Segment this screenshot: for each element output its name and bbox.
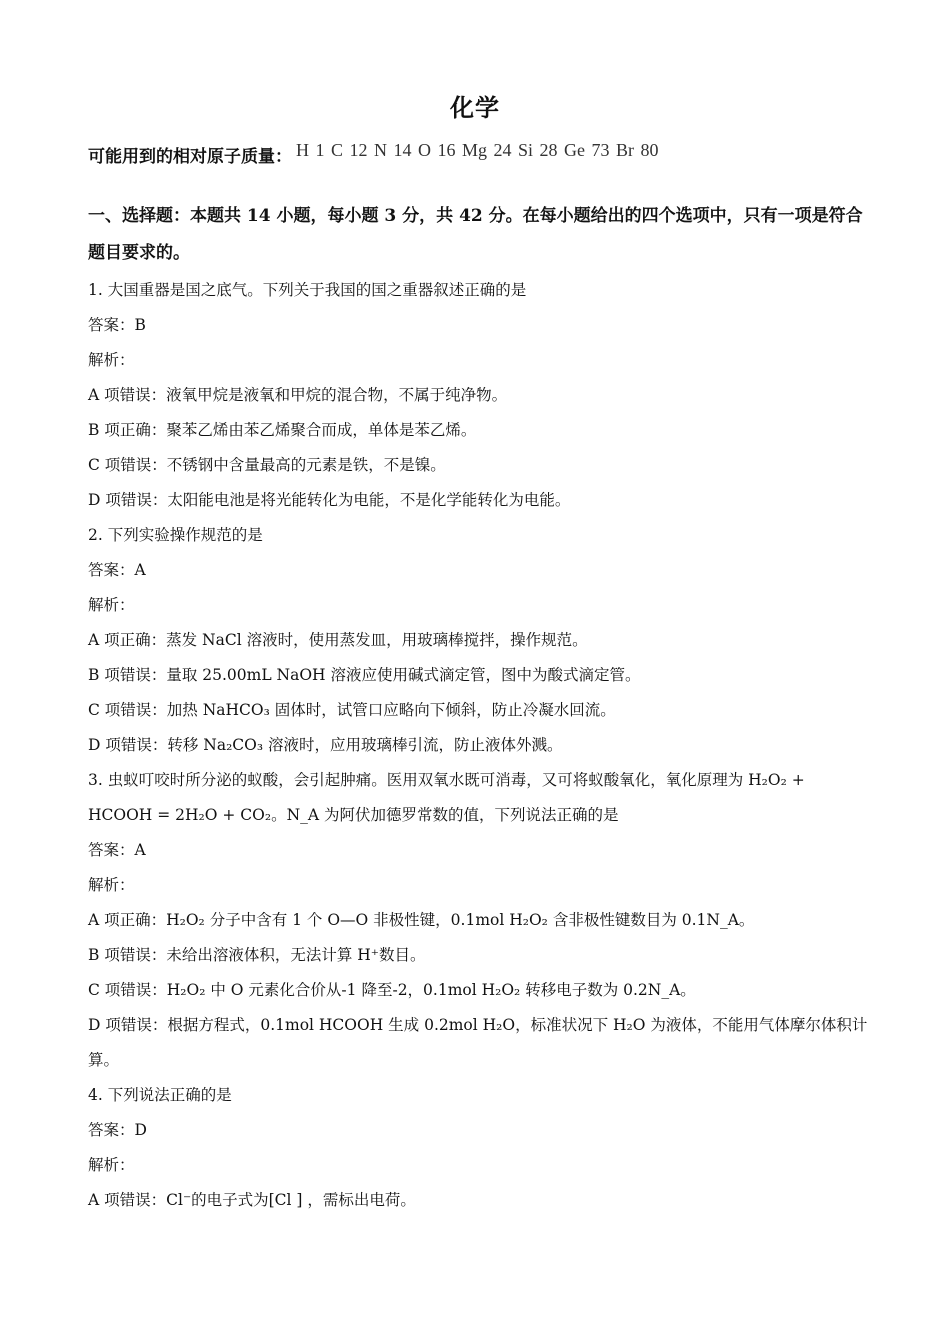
atomic-mass-values: H 1 C 12 N 14 O 16 Mg 24 Si 28 Ge 73 Br 80 bbox=[296, 140, 659, 160]
atomic-mass-line bbox=[88, 142, 659, 167]
analysis-label: 解析： bbox=[88, 596, 135, 614]
answer-3: 答案：A bbox=[88, 841, 146, 859]
analysis-line: A 项错误：Cl⁻的电子式为[Cl ] ，需标出电荷。 bbox=[88, 1191, 416, 1209]
answer-1: 答案：B bbox=[88, 316, 146, 334]
analysis-line: B 项错误：未给出溶液体积，无法计算 H⁺数目。 bbox=[88, 946, 426, 964]
question-3: 3. 虫蚁叮咬时所分泌的蚁酸，会引起肿痛。医用双氧水既可消毒，又可将蚁酸氧化，氧化原理为 H₂O₂ + HCOOH = 2H₂O + CO₂。N_A 为阿伏加德罗常数的值，下列说法正确的是 bbox=[88, 771, 805, 824]
question-2: 2. 下列实验操作规范的是 bbox=[88, 526, 263, 544]
question-1: 1. 大国重器是国之底气。下列关于我国的国之重器叙述正确的是 bbox=[88, 281, 527, 299]
analysis-line: A 项错误：液氧甲烷是液氧和甲烷的混合物，不属于纯净物。 bbox=[88, 386, 508, 404]
analysis-line: A 项正确：H₂O₂ 分子中含有 1 个 O—O 非极性键，0.1mol H₂O₂ 含非极性键数目为 0.1N_A。 bbox=[88, 911, 755, 929]
question-4: 4. 下列说法正确的是 bbox=[88, 1086, 232, 1104]
analysis-label: 解析： bbox=[88, 351, 135, 369]
analysis-line: D 项错误：太阳能电池是将光能转化为电能，不是化学能转化为电能。 bbox=[88, 491, 571, 509]
document-body bbox=[88, 273, 868, 1218]
answer-4: 答案：D bbox=[88, 1121, 147, 1139]
analysis-line: C 项错误：加热 NaHCO₃ 固体时，试管口应略向下倾斜，防止冷凝水回流。 bbox=[88, 701, 616, 719]
analysis-line: C 项错误：不锈钢中含量最高的元素是铁，不是镍。 bbox=[88, 456, 446, 474]
analysis-label: 解析： bbox=[88, 1156, 135, 1174]
analysis-line: A 项正确：蒸发 NaCl 溶液时，使用蒸发皿，用玻璃棒搅拌，操作规范。 bbox=[88, 631, 588, 649]
page-title: 化学 bbox=[450, 93, 500, 122]
analysis-line: D 项错误：转移 Na₂CO₃ 溶液时，应用玻璃棒引流，防止液体外溅。 bbox=[88, 736, 563, 754]
analysis-line: B 项错误：量取 25.00mL NaOH 溶液应使用碱式滴定管，图中为酸式滴定管。 bbox=[88, 666, 641, 684]
analysis-line: D 项错误：根据方程式，0.1mol HCOOH 生成 0.2mol H₂O，标准状况下 H₂O 为液体，不能用气体摩尔体积计算。 bbox=[88, 1016, 868, 1069]
answer-2: 答案：A bbox=[88, 561, 146, 579]
analysis-line: B 项正确：聚苯乙烯由苯乙烯聚合而成，单体是苯乙烯。 bbox=[88, 421, 477, 439]
section-heading: 一、选择题：本题共 14 小题，每小题 3 分，共 42 分。在每小题给出的四个选项中，只有一项是符合题目要求的。 bbox=[88, 206, 863, 263]
analysis-line: C 项错误：H₂O₂ 中 O 元素化合价从-1 降至-2，0.1mol H₂O₂ 转移电子数为 0.2N_A。 bbox=[88, 981, 696, 999]
atomic-mass-label: 可能用到的相对原子质量： bbox=[88, 147, 292, 167]
analysis-label: 解析： bbox=[88, 876, 135, 894]
